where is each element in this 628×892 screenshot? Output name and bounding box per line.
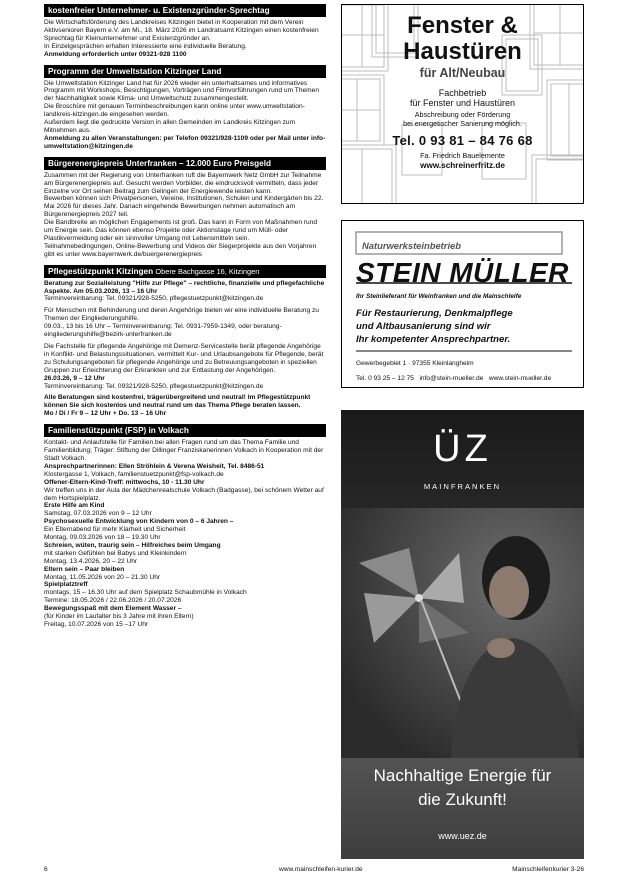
left-column [44,4,326,635]
paragraph: Psychosexuelle Entwicklung von Kindern von 0 – 6 Jahren – [44,518,234,526]
section-title-text: Pflegestützpunkt Kitzingen [48,266,154,276]
paragraph: Für Menschen mit Behinderung und deren Angehörige bieten wir eine individuelle Beratung zu Themen der Eingliederungshilfe. [44,307,319,323]
paragraph: Ein Elternabend für mehr Klarheit und Sicherheit [44,526,186,534]
paragraph: Freitag, 10.07.2026 von 15 –17 Uhr [44,621,149,628]
section-title [44,424,326,437]
ad3-brand: ÜZ [433,428,492,470]
section-title [44,265,326,278]
paragraph: Terminvereinbarung: Tel. 09321/928-5250, pflegestuetzpunkt@kitzingen.de [44,295,264,303]
ad2-tagline: Ihr Steinlieferant für Weinfranken und die Mainschleife [356,293,522,300]
section-subtitle: Obere Bachgasse 16, Kitzingen [155,266,260,276]
paragraph: Klostergasse 1, Volkach, familienstuetzpunkt@fsp-volkach.de [44,470,224,478]
paragraph: Bewerben können sich Privatpersonen, Vereine, Institutionen, Schulen und Kindergärten bis 22. Mai 2026 für dieses Jahr. Danach eingehende Bewerbungen nehmen automatisch am Bürgerenergiepreis 2027 teil. [44,195,324,219]
section-title [44,65,326,78]
ad-stein-mueller[interactable] [341,220,584,388]
paragraph: Terminvereinbarung: Tel. 09321/928-5250, pflegestuetzpunkt@kitzingen.de [44,382,264,390]
paragraph: Schreien, wüten, traurig sein – Hilfreiches beim Umgang [44,541,221,549]
paragraph: Montag, 11.05.2026 von 20 – 21.30 Uhr [44,573,161,581]
paragraph: 09.03., 13 bis 16 Uhr – Terminvereinbarung: Tel. 0931-7959-1349, oder beratung-eingliederungshilfe@bezirk-unterfranken.de [44,323,282,339]
paragraph: In Einzelgesprächen erhalten Interessierte eine individuelle Beratung. [44,42,247,50]
ad1-line-2: für Fenster und Haustüren [409,98,516,108]
paragraph: Alle Beratungen sind kostenfrei, trägerübergreifend und neutral! Im Pflegestützpunkt können Sie sich kostenlos und neutral rund um das Thema Pflege beraten lassen. [44,394,311,410]
paragraph: montags, 15 – 16.30 Uhr auf dem Spielplatz Schaubmühle in Volkach [44,589,247,597]
footer-issue: Mainschleifenkurier 3-26 [512,866,584,873]
paragraph: Eltern sein – Paar bleiben [44,565,125,573]
paragraph: 26.03.26, 9 – 12 Uhr [44,374,105,382]
paragraph: Termine: 18.05.2026 / 22.06.2026 / 20.07.2026 [44,597,182,605]
section-title-text: kostenfreier Unternehmer- u. Existenzgründer-Sprechtag [48,6,270,15]
paragraph: Außerdem liegt die gedruckte Version in allen Gemeinden im Landkreis Kitzingen zum Mitnehmen aus. [44,119,296,134]
ad2-contact [356,375,551,382]
ad2-claim [356,307,513,346]
paragraph: Die Bandbreite an möglichen Engagements ist groß. Das kann in Form von Maßnahmen rund um Energie sein. Das können ebenso Projekte oder Aktionstage rund um Müll- oder Plastikvermeidung oder ein sinnvoller Umgang mit Lebensmitteln sein. [44,219,318,242]
paragraph: Beratung zur Sozialleistung "Hilfe zur Pflege" – rechtliche, finanzielle und pflegefachliche Aspekte. Am 05.03.2026, 13 – 16 Uhr [44,279,325,295]
paragraph: Die Broschüre mit genauen Terminbeschreibungen kann online unter www.umweltstation-landkreis-kitzingen.de eingesehen werden. [44,103,305,119]
ad3-claim [341,764,584,812]
ad1-headline-1: Fenster & [407,12,518,39]
ad1-phone[interactable]: Tel. 0 93 81 – 84 76 68 [392,133,533,149]
ad3-region: MAINFRANKEN [423,482,502,491]
ad1-website[interactable]: www.schreinerfritz.de [420,160,505,170]
ad3-claim-2: die Zukunft! [418,790,507,809]
ad2-logo: STEIN MÜLLER [356,257,569,288]
ad1-headline-2: Haustüren [403,38,522,65]
paragraph: Die Fachstelle für pflegende Angehörige mit Demenz-Servicestelle berät pflegende Angehörige in Konflikt- und Belastungssituationen, vermittelt Kur- und Urlaubsangebote für Pflegende, berät zu Schulungsangeboten für pflegende Angehörige und zu Betreuungsangeboten in speziellen Gruppen zur Erleichterung der Erkrankten und zur Entlastung der Angehörigen. [44,343,324,374]
section-title-text: Programm der Umweltstation Kitzinger Land [48,66,222,76]
paragraph: Samstag, 07.03.2026 von 9 – 12 Uhr [44,510,152,518]
ad3-website[interactable]: www.uez.de [438,831,487,841]
ad-schreiner[interactable] [341,4,584,204]
paragraph: Offener-Eltern-Kind-Treff: mittwochs, 10 - 11.30 Uhr [44,478,205,486]
paragraph: Montag, 09.03.2026 von 18 – 19.30 Uhr [44,534,161,542]
paragraph: Anmeldung erforderlich unter 09321-928 1100 [44,50,187,58]
ad2-tag: Naturwerksteinbetrieb [362,240,461,251]
paragraph: Kontakt- und Anlaufstelle für Familien bei allen Fragen rund um das Thema Familie und Familienbildung; Träger: Stiftung der Dillinger Franziskanerinnen Volkach in Kooperation mit der Stadt Volkach. [44,439,324,462]
ad2-phone[interactable]: Tel. 0 93 25 – 12 75 [356,375,414,382]
section [44,4,326,59]
ad2-address: Gewerbegebiet 1 · 97355 Kleinlangheim [356,360,474,367]
footer-site[interactable]: www.mainschleifen-kurier.de [279,866,363,873]
paragraph: mit starken Gefühlen bei Babys und Kleinkindern [44,549,187,557]
paragraph: Mo / Di / Fr 9 – 12 Uhr + Do. 13 – 16 Uhr [44,410,167,418]
ad1-line-4: bei energetischer Sanierung möglich. [403,118,522,128]
ad3-claim-1: Nachhaltige Energie für [373,766,552,785]
paragraph: Die Umweltstation Kitzinger Land hat für 2026 wieder ein unterhaltsames und informatives Programm mit Workshops, Besichtigungen, Vorträgen und Filmvorführungen rund um Themen der Nachhaltigkeit sowie Klima- und Umweltschutz zusammengestellt. [44,79,319,103]
ad2-claim-1: Für Restaurierung, Denkmalpflege [356,308,513,319]
ad2-mail[interactable]: info@stein-mueller.de [419,375,484,382]
ad2-website[interactable]: www.stein-mueller.de [488,375,552,382]
section [44,265,326,419]
paragraph: Wir treffen uns in der Aula der Mädchenrealschule Volkach (Badgasse), bei schönem Wetter auf dem Hortspielplatz. [44,486,324,502]
paragraph: Anmeldung zu allen Veranstaltungen: per Telefon 09321/928-1109 oder per Mail unter info-umweltstation@kitzingen.de [44,134,326,150]
section-title-text: Familienstützpunkt (FSP) in Volkach [48,426,189,436]
section-title [44,157,326,170]
page-number: 6 [44,866,48,873]
paragraph: Ansprechpartnerinnen: Ellen Ströhlein & Verena Weisheit, Tel. 8486-51 [44,462,265,470]
ad-uez[interactable] [341,410,584,859]
ad1-line-1: Fachbetrieb [438,88,487,98]
ad2-claim-3: Ihr kompetenter Ansprechpartner. [356,334,511,345]
paragraph: Bewegungsspaß mit dem Element Wasser – [44,605,182,613]
section [44,157,326,259]
ad1-company: Fa. Friedrich Bauelemente [420,151,505,161]
paragraph: Erste Hilfe am Kind [44,502,105,510]
paragraph: Zusammen mit der Regierung von Unterfranken ruft die Bayernwerk Netz GmbH zur Teilnahme am Bürgerenergiepreis auf. Gesucht werden Vorbilder, die eindrucksvoll vermitteln, dass jeder Einzelne vor Ort seinen Beitrag zum Gelingen der Energiewende leisten kann. [44,171,322,195]
paragraph: Teilnahmebedingungen, Online-Bewerbung und Videos der Siegerprojekte aus den Vorjahren gibt es unter www.bayernwerk.de/buergerenergiepreis [44,242,317,258]
ad2-claim-2: und Altbausanierung sind wir [356,321,491,332]
paragraph: Montag, 13.4.2026, 20 – 22 Uhr [44,557,138,565]
paragraph: Die Wirtschaftsförderung des Landkreises Kitzingen bietet in Kooperation mit dem Verein Aktivsenioren Bayern e.V. am Mi., 18. März 2026 im Landratsamt Kitzingen einen kostenfreien Sprechtag für Kleinunternehmer und Existenzgründer an. [44,19,319,42]
section [44,65,326,151]
section [44,424,326,629]
ad1-subheadline: für Alt/Neubau [419,66,506,80]
paragraph: Spielplatztreff [44,581,88,589]
section-title-text: Bürgerenergiepreis Unterfranken – 12.000 Euro Preisgeld [48,158,271,168]
section-spacer [44,632,326,635]
child-with-pinwheel-photo [341,508,584,758]
section-title [44,4,326,17]
paragraph: (für Kinder im Laufalter bis 3 Jahre mit ihren Eltern) [44,613,194,621]
ad1-line-3: Abschreibung oder Förderung [414,110,511,119]
